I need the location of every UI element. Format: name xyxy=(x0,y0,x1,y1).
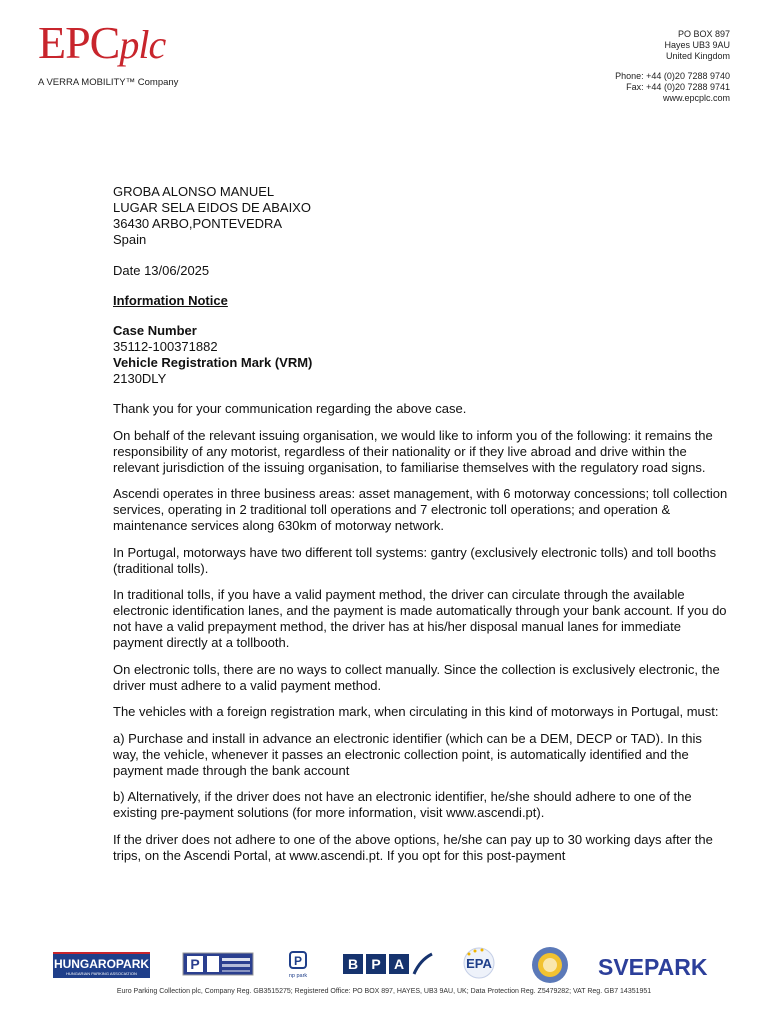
bpa-letter-p: P xyxy=(371,956,381,972)
body-paragraph: Ascendi operates in three business areas: asset management, with 6 motorway concessions; toll collection services, operating in 2 traditional toll operations and 7 electronic toll operations; and operation & maintenance services along 630km of motorway network. xyxy=(113,486,728,533)
notice-title: Information Notice xyxy=(113,293,228,308)
p-logo-letter: P xyxy=(190,956,200,972)
body-paragraph: b) Alternatively, if the driver does not have an electronic identifier, he/she should adhere to one of the existing pre-payment solutions (for more information, visit www.ascendi.pt). xyxy=(113,789,692,820)
body-paragraph: In Portugal, motorways have two different toll systems: gantry (exclusively electronic tolls) and toll booths (traditional tolls). xyxy=(113,544,717,576)
letter-date: Date 13/06/2025 xyxy=(113,263,210,278)
sender-contact-block xyxy=(615,29,730,104)
case-number-label: Case Number xyxy=(113,323,197,338)
recipient-city: 36430 ARBO,PONTEVEDRA xyxy=(113,216,283,231)
hungaropark-sub-text: HUNGARIAN PARKING ASSOCIATION xyxy=(66,971,137,976)
hungaropark-logo xyxy=(52,946,151,980)
hungaropark-text: HUNGAROPARK xyxy=(53,957,150,971)
partner-logos-strip xyxy=(52,946,728,980)
recipient-street: LUGAR SELA EIDOS DE ABAIXO xyxy=(113,200,311,215)
logo-tagline: A VERRA MOBILITY™ Company xyxy=(38,77,179,88)
body-paragraph: If the driver does not adhere to one of the above options, he/she can pay up to 30 working days after the trips, on the Ascendi Portal, at www.ascendi.pt. If you opt for this post-payment xyxy=(113,831,713,863)
vrm-label: Vehicle Registration Mark (VRM) xyxy=(113,355,313,370)
epc-logo xyxy=(38,17,179,88)
logo-main-text: EPC xyxy=(38,17,120,68)
sender-phone: Phone: +44 (0)20 7288 9740 xyxy=(615,71,730,81)
body-paragraph: On electronic tolls, there are no ways to collect manually. Since the collection is exclusively electronic, the driver must adhere to a valid payment method. xyxy=(113,661,720,693)
sender-address-line: United Kingdom xyxy=(665,51,730,61)
sender-address-line: Hayes UB3 9AU xyxy=(664,40,730,50)
epa-text: EPA xyxy=(466,956,492,971)
body-paragraph: In traditional tolls, if you have a valid payment method, the driver can circulate through the available electronic identification lanes, and the payment is made automatically through your bank account. If you do not have a valid prepayment method, the driver has at his/her disposal manual lanes for immediate payment directly at a tollbooth. xyxy=(113,587,727,650)
epa-logo xyxy=(454,946,504,980)
case-number-value: 35112-100371882 xyxy=(113,339,218,354)
vrm-value: 2130DLY xyxy=(113,371,167,386)
sender-fax: Fax: +44 (0)20 7288 9741 xyxy=(626,82,730,92)
recipient-address xyxy=(113,184,728,248)
recipient-country: Spain xyxy=(113,232,147,247)
parking-association-logo xyxy=(182,946,254,980)
approved-operator-seal xyxy=(530,946,570,986)
body-paragraph: Thank you for your communication regarding the above case. xyxy=(113,401,467,416)
body-paragraph: On behalf of the relevant issuing organisation, we would like to inform you of the following: it remains the responsibility of any motorist, regardless of their nationality or if they live abroad and drive within the relevant jurisdiction of the issuing organisation, to familiarise themselves with the regulatory road signs. xyxy=(113,427,713,475)
np-park-caption: np park xyxy=(288,973,308,979)
svepark-logo xyxy=(597,946,719,980)
np-park-letter: P xyxy=(293,954,303,968)
footer-legal-text: Euro Parking Collection plc, Company Reg. GB3515275; Registered Office: PO BOX 897, HAYES, UB3 9AU, UK; Data Protection Reg. Z5479282; VAT Reg. GB7 14351951 xyxy=(116,988,652,995)
body-paragraph: a) Purchase and install in advance an electronic identifier (which can be a DEM, DECP or TAD). In this way, the vehicle, whenever it passes an electronic collection point, is automatically identified and the payment made through the bank account xyxy=(113,730,702,778)
np-park-logo xyxy=(281,946,315,980)
bpa-letter-a: A xyxy=(393,956,405,972)
sender-address-line: PO BOX 897 xyxy=(677,29,730,39)
case-details xyxy=(113,323,728,387)
logo-wordmark xyxy=(38,17,178,68)
svepark-text: SVEPARK xyxy=(598,954,708,980)
recipient-name: GROBA ALONSO MANUEL xyxy=(113,184,275,199)
logo-suffix-text: plc xyxy=(119,22,166,67)
letter-body xyxy=(113,184,728,874)
body-paragraph: The vehicles with a foreign registration mark, when circulating in this kind of motorways in Portugal, must: xyxy=(113,704,719,719)
bpa-letter-b: B xyxy=(347,956,359,972)
sender-website: www.epcplc.com xyxy=(662,93,730,103)
bpa-logo xyxy=(342,946,434,980)
